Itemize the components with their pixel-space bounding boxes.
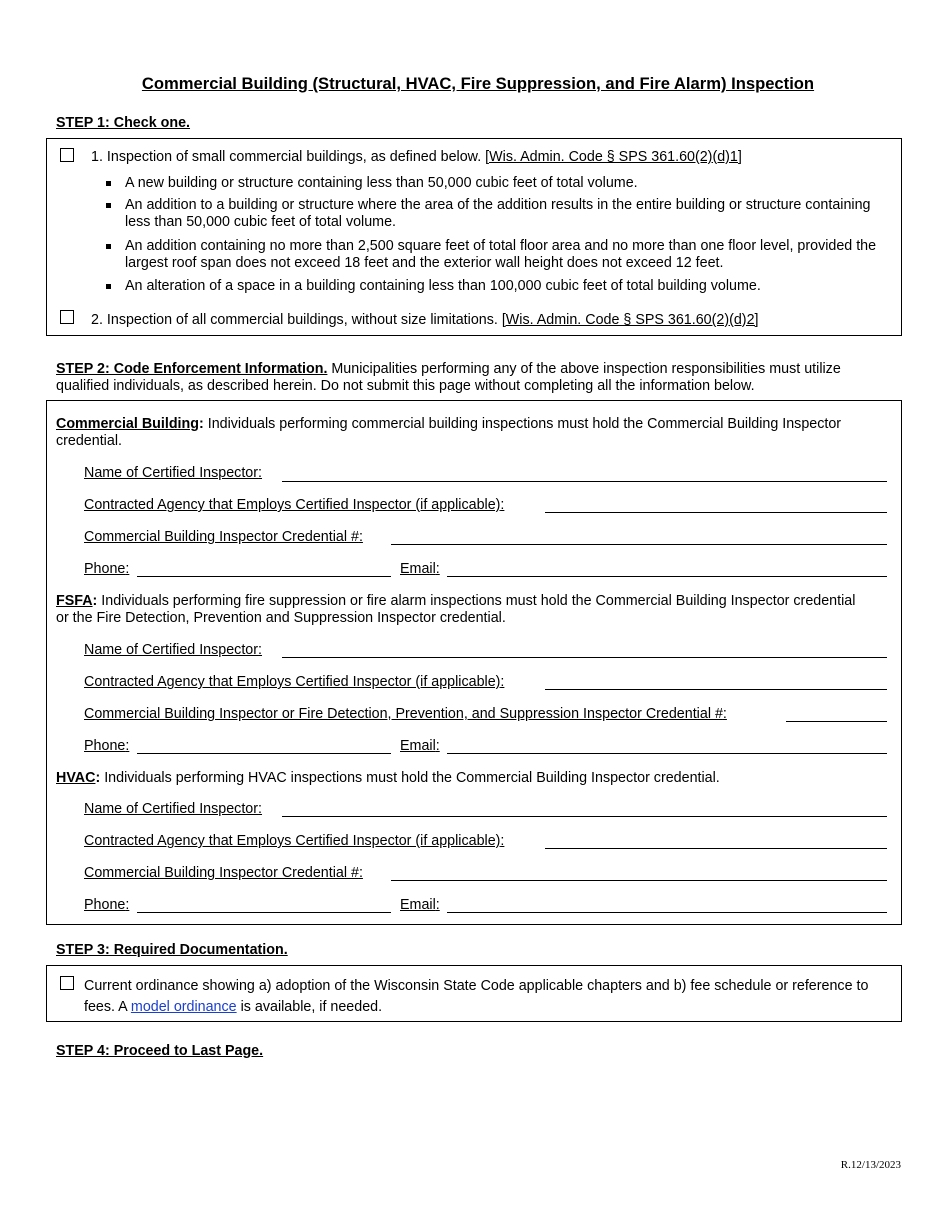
bullet-icon <box>106 181 111 186</box>
model-ordinance-link[interactable]: model ordinance <box>130 999 237 1015</box>
hvac-phone-label: Phone: <box>84 897 130 913</box>
fsfa-name-label: Name of Certified Inspector: <box>84 642 263 658</box>
hvac-phone-field[interactable] <box>137 912 391 913</box>
option2-code-ref: [Wis. Admin. Code § SPS 361.60(2)(d)2] <box>501 312 759 328</box>
hvac-agency-label: Contracted Agency that Employs Certified Inspector (if applicable): <box>84 833 505 849</box>
step3-heading: STEP 3: Required Documentation. <box>56 942 288 958</box>
commercial-phone-label: Phone: <box>84 561 130 577</box>
fsfa-phone-field[interactable] <box>137 753 391 754</box>
bullet-icon <box>106 284 111 289</box>
option1-bullet-1: A new building or structure containing less than 50,000 cubic feet of total volume. <box>125 175 638 191</box>
step1-box <box>46 138 902 336</box>
hvac-email-field[interactable] <box>447 912 887 913</box>
option2-label: 2. Inspection of all commercial buildings, without size limitations. [Wis. Admin. Code § SPS 361.60(2)(d)2] <box>91 312 759 328</box>
fsfa-credential-field[interactable] <box>786 721 887 722</box>
hvac-credential-label: Commercial Building Inspector Credential #: <box>84 865 363 881</box>
fsfa-credential-label: Commercial Building Inspector or Fire Detection, Prevention, and Suppression Inspector Credential #: <box>84 706 727 722</box>
option2-checkbox[interactable] <box>60 310 74 324</box>
step2-intro: STEP 2: Code Enforcement Information. Municipalities performing any of the above inspection responsibilities must utilize qualified individuals, as described herein. Do not submit this page without completing all the information below. <box>56 361 841 394</box>
fsfa-email-field[interactable] <box>447 753 887 754</box>
fsfa-phone-label: Phone: <box>84 738 130 754</box>
hvac-section-desc: HVAC: Individuals performing HVAC inspections must hold the Commercial Building Inspector credential. <box>56 770 720 786</box>
bullet-icon <box>106 203 111 208</box>
ordinance-text: Current ordinance showing a) adoption of the Wisconsin State Code applicable chapters and b) fee schedule or reference to fees. A model ordinance is available, if needed. <box>84 978 869 1015</box>
option1-bullet-2: An addition to a building or structure where the area of the addition results in the entire building or structure containing less than 50,000 cubic feet of total volume. <box>125 197 871 230</box>
hvac-section-label: HVAC <box>56 770 96 786</box>
commercial-section-desc: Commercial Building: Individuals performing commercial building inspections must hold the Commercial Building Inspector credential. <box>56 416 842 449</box>
commercial-credential-field[interactable] <box>391 544 887 545</box>
commercial-agency-label: Contracted Agency that Employs Certified Inspector (if applicable): <box>84 497 505 513</box>
hvac-name-label: Name of Certified Inspector: <box>84 801 263 817</box>
fsfa-email-label: Email: <box>400 738 440 754</box>
hvac-agency-field[interactable] <box>545 848 887 849</box>
step2-heading: STEP 2: Code Enforcement Information. <box>56 361 328 377</box>
step4-heading: STEP 4: Proceed to Last Page. <box>56 1043 264 1059</box>
fsfa-section-label: FSFA <box>56 593 93 609</box>
revision-date: R.12/13/2023 <box>840 1159 901 1171</box>
commercial-email-label: Email: <box>400 561 440 577</box>
commercial-section-label: Commercial Building <box>56 416 199 432</box>
commercial-agency-field[interactable] <box>545 512 887 513</box>
fsfa-agency-field[interactable] <box>545 689 887 690</box>
hvac-email-label: Email: <box>400 897 440 913</box>
commercial-name-field[interactable] <box>282 481 887 482</box>
hvac-credential-field[interactable] <box>391 880 887 881</box>
option1-checkbox[interactable] <box>60 148 74 162</box>
step3-box <box>46 965 902 1022</box>
option1-code-ref: [Wis. Admin. Code § SPS 361.60(2)(d)1] <box>485 149 742 165</box>
fsfa-section-desc: FSFA: Individuals performing fire suppression or fire alarm inspections must hold the Commercial Building Inspector credential or the Fire Detection, Prevention and Suppression Inspector credential. <box>56 593 856 626</box>
hvac-name-field[interactable] <box>282 816 887 817</box>
commercial-phone-field[interactable] <box>137 576 391 577</box>
fsfa-name-field[interactable] <box>282 657 887 658</box>
ordinance-checkbox[interactable] <box>60 976 74 990</box>
option1-bullet-4: An alteration of a space in a building containing less than 100,000 cubic feet of total building volume. <box>125 278 761 294</box>
step1-heading: STEP 1: Check one. <box>56 115 191 131</box>
fsfa-agency-label: Contracted Agency that Employs Certified Inspector (if applicable): <box>84 674 505 690</box>
page-title: Commercial Building (Structural, HVAC, Fire Suppression, and Fire Alarm) Inspection <box>141 74 815 93</box>
option1-bullet-3: An addition containing no more than 2,500 square feet of total floor area and no more than one floor level, provided the largest roof span does not exceed 18 feet and the exterior wall height does not exceed 12 feet. <box>125 238 877 271</box>
bullet-icon <box>106 244 111 249</box>
option1-label: 1. Inspection of small commercial buildings, as defined below. [Wis. Admin. Code § SPS 361.60(2)(d)1] <box>91 149 742 165</box>
commercial-credential-label: Commercial Building Inspector Credential #: <box>84 529 363 545</box>
commercial-email-field[interactable] <box>447 576 887 577</box>
commercial-name-label: Name of Certified Inspector: <box>84 465 263 481</box>
step2-box <box>46 400 902 925</box>
